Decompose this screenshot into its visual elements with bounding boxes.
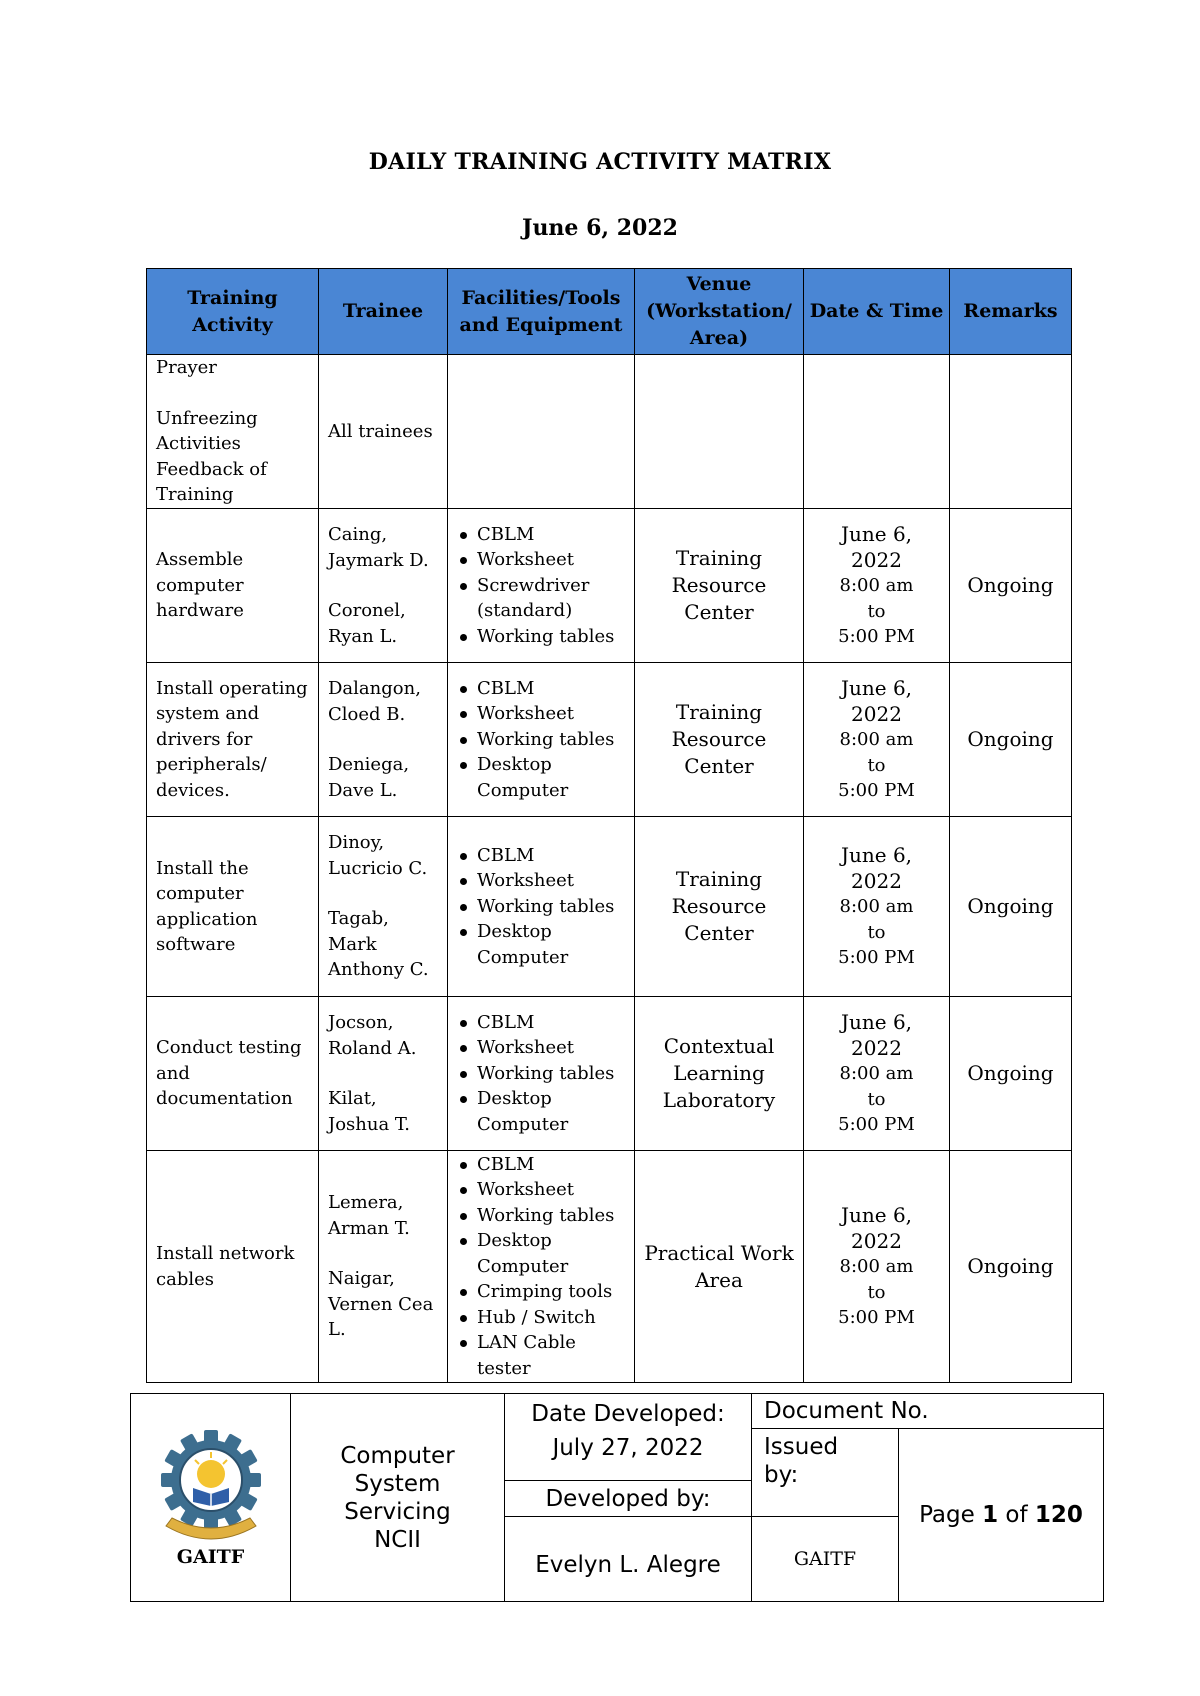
- developed-by-value: Evelyn L. Alegre: [505, 1517, 752, 1602]
- activity-text: Unfreezing Activities Feedback of Training: [156, 407, 267, 506]
- time-end: 5:00 PM: [838, 1307, 915, 1329]
- venue-cell: Training Resource Center: [635, 509, 804, 663]
- table-row: [147, 355, 1072, 509]
- facilities-cell: [448, 817, 635, 997]
- list-item: Working tables: [477, 727, 625, 753]
- list-item: Worksheet: [477, 547, 625, 573]
- activity-cell: Install network cables: [147, 1151, 319, 1383]
- trainee-name: Lemera, Arman T.: [328, 1192, 410, 1239]
- time-to: to: [867, 754, 886, 776]
- date-developed-value: July 27, 2022: [552, 1435, 704, 1461]
- time-end: 5:00 PM: [838, 780, 915, 802]
- trainee-name: Kilat, Joshua T.: [328, 1088, 411, 1135]
- trainee-name: Deniega, Dave L.: [328, 754, 410, 801]
- datetime-cell: [804, 817, 950, 997]
- trainee-cell: [319, 997, 448, 1151]
- datetime-cell: [804, 663, 950, 817]
- list-item: Working tables: [477, 1203, 625, 1229]
- list-item: CBLM: [477, 1152, 625, 1178]
- page-number: 1: [982, 1502, 999, 1528]
- activity-cell: Install the computer application software: [147, 817, 319, 997]
- trainee-cell: [319, 663, 448, 817]
- tools-list: [457, 1010, 625, 1138]
- list-item: Crimping tools: [477, 1279, 625, 1305]
- datetime-cell: [804, 355, 950, 509]
- issued-by-value: GAITF: [752, 1517, 899, 1602]
- remarks-cell: Ongoing: [950, 1151, 1072, 1383]
- trainee-name: Coronel, Ryan L.: [328, 600, 406, 647]
- trainee-name: All trainees: [328, 420, 433, 442]
- trainee-cell: [319, 355, 448, 509]
- list-item: Worksheet: [477, 1177, 625, 1203]
- activity-cell: [147, 355, 319, 509]
- page-total: 120: [1034, 1502, 1083, 1528]
- time-end: 5:00 PM: [838, 1114, 915, 1136]
- datetime-cell: [804, 509, 950, 663]
- list-item: CBLM: [477, 1010, 625, 1036]
- list-item: Worksheet: [477, 1035, 625, 1061]
- header-trainee: Trainee: [319, 269, 448, 355]
- page-of: of: [1005, 1502, 1028, 1528]
- remarks-cell: Ongoing: [950, 817, 1072, 997]
- time-start: 8:00 am: [839, 1256, 914, 1278]
- date-text: June 6, 2022: [840, 1203, 913, 1254]
- time-start: 8:00 am: [839, 729, 914, 751]
- document-date: June 6, 2022: [522, 215, 678, 241]
- list-item: Hub / Switch: [477, 1305, 625, 1331]
- tools-list: [457, 522, 625, 650]
- trainee-name: Caing, Jaymark D.: [328, 524, 429, 571]
- page-prefix: Page: [919, 1502, 975, 1528]
- activity-cell: Install operating system and drivers for peripherals/ devices.: [147, 663, 319, 817]
- table-row: [147, 1151, 1072, 1383]
- trainee-name: Naigar, Vernen Cea L.: [328, 1268, 434, 1341]
- remarks-cell: Ongoing: [950, 997, 1072, 1151]
- date-developed-label: Date Developed:: [531, 1401, 725, 1427]
- list-item: CBLM: [477, 843, 625, 869]
- activity-text: Prayer: [156, 357, 217, 379]
- table-header-row: [147, 269, 1072, 355]
- datetime-cell: [804, 997, 950, 1151]
- logo-cell: [131, 1394, 291, 1602]
- tools-list: [457, 843, 625, 971]
- document-title: DAILY TRAINING ACTIVITY MATRIX: [368, 149, 832, 175]
- list-item: Desktop Computer: [477, 919, 625, 970]
- datetime-cell: [804, 1151, 950, 1383]
- time-to: to: [867, 600, 886, 622]
- trainee-name: Dinoy, Lucricio C.: [328, 832, 428, 879]
- list-item: Working tables: [477, 624, 625, 650]
- header-venue: Venue (Workstation/ Area): [635, 269, 804, 355]
- time-start: 8:00 am: [839, 896, 914, 918]
- page-number-cell: [899, 1429, 1104, 1602]
- logo-label: GAITF: [176, 1545, 245, 1568]
- trainee-cell: [319, 817, 448, 997]
- time-end: 5:00 PM: [838, 626, 915, 648]
- date-developed-cell: [505, 1394, 752, 1481]
- trainee-name: Jocson, Roland A.: [328, 1012, 417, 1059]
- header-facilities: Facilities/Tools and Equipment: [448, 269, 635, 355]
- list-item: LAN Cable tester: [477, 1330, 625, 1381]
- trainee-cell: [319, 509, 448, 663]
- activity-cell: Conduct testing and documentation: [147, 997, 319, 1151]
- time-start: 8:00 am: [839, 1063, 914, 1085]
- list-item: Desktop Computer: [477, 1086, 625, 1137]
- header-training-activity: Training Activity: [147, 269, 319, 355]
- header-date-time: Date & Time: [804, 269, 950, 355]
- table-row: [147, 663, 1072, 817]
- facilities-cell: [448, 997, 635, 1151]
- venue-cell: Training Resource Center: [635, 663, 804, 817]
- trainee-cell: [319, 1151, 448, 1383]
- facilities-cell: [448, 355, 635, 509]
- list-item: Desktop Computer: [477, 752, 625, 803]
- table-row: [147, 509, 1072, 663]
- list-item: Worksheet: [477, 701, 625, 727]
- facilities-cell: [448, 1151, 635, 1383]
- activity-cell: Assemble computer hardware: [147, 509, 319, 663]
- issued-by-label: Issued by:: [752, 1429, 899, 1517]
- time-to: to: [867, 1088, 886, 1110]
- list-item: Desktop Computer: [477, 1228, 625, 1279]
- venue-cell: Practical Work Area: [635, 1151, 804, 1383]
- date-text: June 6, 2022: [840, 522, 913, 573]
- list-item: Working tables: [477, 1061, 625, 1087]
- header-remarks: Remarks: [950, 269, 1072, 355]
- venue-cell: Training Resource Center: [635, 817, 804, 997]
- tools-list: [457, 1152, 625, 1382]
- table-row: [147, 817, 1072, 997]
- date-text: June 6, 2022: [840, 843, 913, 894]
- venue-cell: [635, 355, 804, 509]
- list-item: Working tables: [477, 894, 625, 920]
- document-footer: [130, 1393, 1104, 1602]
- list-item: CBLM: [477, 522, 625, 548]
- trainee-name: Dalangon, Cloed B.: [328, 678, 421, 725]
- time-start: 8:00 am: [839, 575, 914, 597]
- venue-cell: Contextual Learning Laboratory: [635, 997, 804, 1151]
- facilities-cell: [448, 663, 635, 817]
- time-to: to: [867, 921, 886, 943]
- facilities-cell: [448, 509, 635, 663]
- qualification-cell: Computer System Servicing NCII: [291, 1394, 505, 1602]
- list-item: Worksheet: [477, 868, 625, 894]
- school-seal-icon: [156, 1428, 266, 1546]
- time-to: to: [867, 1281, 886, 1303]
- training-matrix-table: [146, 268, 1072, 1383]
- table-row: [147, 997, 1072, 1151]
- date-text: June 6, 2022: [840, 676, 913, 727]
- date-text: June 6, 2022: [840, 1010, 913, 1061]
- trainee-name: Tagab, Mark Anthony C.: [328, 908, 429, 981]
- remarks-cell: [950, 355, 1072, 509]
- remarks-cell: Ongoing: [950, 509, 1072, 663]
- list-item: CBLM: [477, 676, 625, 702]
- document-no-cell: Document No.: [752, 1394, 1104, 1429]
- tools-list: [457, 676, 625, 804]
- developed-by-label: Developed by:: [505, 1481, 752, 1517]
- remarks-cell: Ongoing: [950, 663, 1072, 817]
- list-item: Screwdriver (standard): [477, 573, 625, 624]
- time-end: 5:00 PM: [838, 947, 915, 969]
